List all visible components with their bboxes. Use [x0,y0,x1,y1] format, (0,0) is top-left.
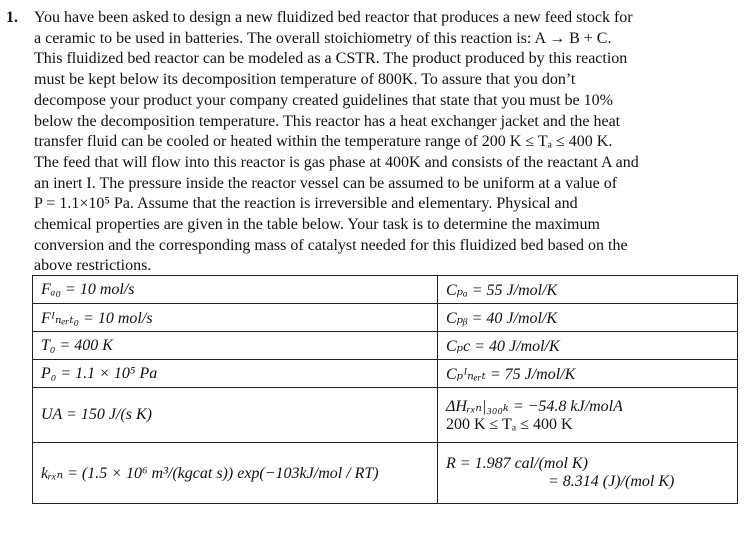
problem-line: above restrictions. [34,257,152,275]
problem-line: transfer fluid can be cooled or heated within the temperature range of 200 K ≤ Tₐ ≤ 400 K. [34,133,613,151]
table-row [33,276,738,304]
table-row [33,388,738,443]
cpb-cell: Cₚᵦ = 40 J/mol/K [438,304,738,332]
problem-line: decompose your product your company created guidelines that state that you must be 10% [34,91,613,109]
gas-constant-cal: R = 1.987 cal/(mol K) [446,455,588,472]
gas-constant-cell [438,443,738,504]
problem-line: conversion and the corresponding mass of catalyst needed for this fluidized bed based on the [34,236,628,254]
ta-range: 200 K ≤ Tₐ ≤ 400 K [446,416,573,433]
krxn-cell: kᵣₓₙ = (1.5 × 10⁶ m³/(kgcat s)) exp(−103kJ/mol / RT) [33,443,438,504]
problem-line: chemical properties are given in the table below. Your task is to determine the maximum [34,216,600,234]
ua-cell: UA = 150 J/(s K) [33,388,438,443]
cpc-cell: Cₚc = 40 J/mol/K [438,332,738,360]
problem-line: must be kept below its decomposition temperature of 800K. To assure that you don’t [34,71,576,89]
problem-number: 1. [6,9,18,26]
problem-line: below the decomposition temperature. This reactor has a heat exchanger jacket and the heat [34,112,621,130]
problem-line: You have been asked to design a new fluidized bed reactor that produces a new feed stock for [34,9,633,26]
table-row [33,360,738,388]
problem-line: an inert I. The pressure inside the reactor vessel can be assumed to be uniform at a value of [34,174,618,192]
fa0-cell: Fₐ₀ = 10 mol/s [33,276,438,304]
cpa-cell: Cₚₐ = 55 J/mol/K [438,276,738,304]
gas-constant-si: = 8.314 (J)/(mol K) [548,473,675,490]
problem-line: P = 1.1×10⁵ Pa. Assume that the reaction is irreversible and elementary. Physical and [34,195,578,213]
problem-line: The feed that will flow into this reactor is gas phase at 400K and consists of the reactant A and [34,153,639,171]
problem-line: This fluidized bed reactor can be modeled as a CSTR. The product produced by this reaction [34,50,628,68]
heat-of-reaction: ΔHᵣₓₙ|₃₀₀ₖ = −54.8 kJ/molA [446,398,623,415]
table-row [33,304,738,332]
problem-statement [6,8,746,277]
t0-cell: T₀ = 400 K [33,332,438,360]
problem-line: a ceramic to be used in batteries. The overall stoichiometry of this reaction is: A → B + C. [34,29,612,47]
table-row [33,332,738,360]
cpinert-cell: Cₚᴵₙₑᵣₜ = 75 J/mol/K [438,360,738,388]
properties-table [32,275,738,504]
problem-text [34,8,746,277]
p0-cell: P₀ = 1.1 × 10⁵ Pa [33,360,438,388]
dh-ta-cell [438,388,738,443]
finert-cell: Fᴵₙₑᵣₜ₀ = 10 mol/s [33,304,438,332]
table-row [33,443,738,504]
